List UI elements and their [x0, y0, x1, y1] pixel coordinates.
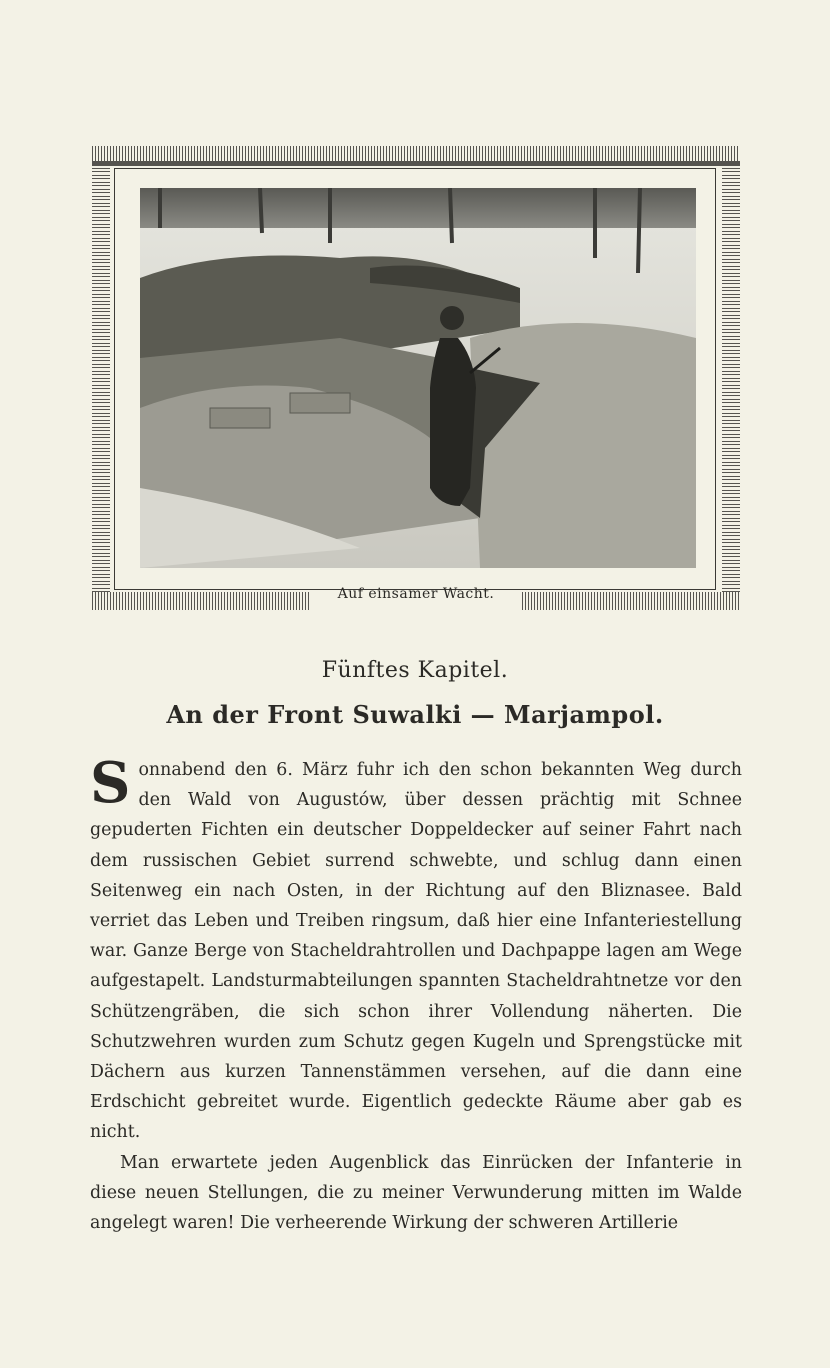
ornament-bottom-left-border [92, 592, 310, 610]
paragraph-2: Man erwartete jeden Augenblick das Einrücken der Infanterie in diese neuen Stellungen, die zu meiner Verwunderung mitten im Walde angelegt waren! Die verheerende Wirkung der schweren Artillerie [90, 1152, 742, 1234]
photo-caption: Auf einsamer Wacht. [337, 586, 495, 602]
ornament-right-border [722, 166, 740, 592]
trench-photo-image [140, 188, 696, 568]
paragraph-1 [90, 750, 742, 1148]
chapter-title: An der Front Suwalki — Marjampol. [166, 700, 664, 729]
ornament-bottom-right-border [522, 592, 740, 610]
drop-cap: S [90, 750, 131, 816]
ornament-top-border [92, 146, 740, 166]
chapter-label: Fünftes Kapitel. [321, 658, 509, 683]
paragraph-1-text: onnabend den 6. März fuhr ich den schon bekannten Weg durch den Wald von Augustów, über dessen prächtig mit Schnee gepuderten Fichten ein deutscher Doppeldecker auf seiner Fahrt nach dem russischen Gebiet surrend schwebte, und schlug dann einen Seitenweg ein nach Osten, in der Richtung auf den Bliznasee. Bald verriet das Leben und Treiben ringsum, daß hier eine Infanteriestellung war. Ganze Berge von Stacheldrahtrollen und Dachpappe lagen am Wege aufgestapelt. Landsturmabteilungen spannten Stacheldrahtnetze vor den Schützengräben, die sich schon ihrer Vollendung näherten. Die Schutzwehren wurden zum Schutz gegen Kugeln und Sprengstücke mit Dächern aus kurzen Tannenstämmen versehen, auf die dann eine Erdschicht gebreitet wurde. Eigentlich gedeckte Räume aber gab es nicht. [90, 760, 742, 1143]
photo-frame [92, 146, 740, 612]
trench-photo [140, 188, 696, 568]
body-text [90, 750, 742, 1238]
ornament-left-border [92, 166, 110, 592]
